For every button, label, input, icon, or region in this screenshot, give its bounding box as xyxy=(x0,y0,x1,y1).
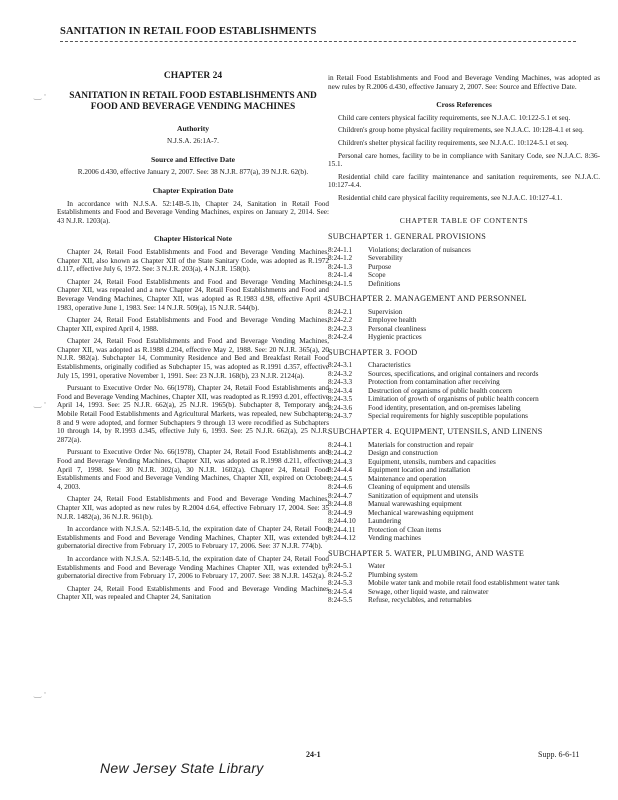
crossref-item: Children's shelter physical facility requirements, see N.J.A.C. 10:124-5.1 et seq. xyxy=(338,138,569,147)
toc-entry xyxy=(328,308,600,317)
supplement-date: Supp. 6-6-11 xyxy=(538,750,580,759)
toc-entry xyxy=(328,588,600,597)
section-title: Sources, specifications, and original containers and records xyxy=(368,369,539,378)
toc-entry xyxy=(328,246,600,255)
history-paragraph: Chapter 24, Retail Food Establishments and Food and Beverage Vending Machines, Chapter XII, was adopted as R.1988 d.204, effective May 2, 1988. See: 20 N.J.R. 365(a), 20 N.J.R. 982(a). Subchapter 14, Community Residence and Bed and Breakfast Retail Food Establishments, originally codified as Subchapter 15, was adopted as R.1991 d.357, effective July 15, 1991, operative November 1, 1991. See: 23 N.J.R. 168(b), 23 N.J.R. 2124(a). xyxy=(57,337,329,380)
toc-entry xyxy=(328,492,600,501)
history-paragraph: Chapter 24, Retail Food Establishments and Food and Beverage Vending Machines, Chapter XII, was adopted as new rules by R.2004 d.64, effective February 17, 2004. See: 35 N.J.R. 1482(a), 36 N.J.R. 961(b). xyxy=(57,495,329,521)
crossref-item: Personal care homes, facility to be in compliance with Sanitary Code, see N.J.A.C. 8:36-15.1. xyxy=(328,151,600,169)
history-paragraph: Chapter 24, Retail Food Establishments and Food and Beverage Vending Machines, Chapter XII, also known as Chapter XII of the State Sanitary Code, was adopted as R.1972 d.117, effective July 6, 1972. See: 3 N.J.R. 203(a), 4 N.J.R. 158(b). xyxy=(57,247,329,274)
toc-entry xyxy=(328,370,600,379)
section-title: Laundering xyxy=(368,517,402,525)
section-number: 8:24-5.4 xyxy=(328,587,353,596)
subchapter-heading: SUBCHAPTER 3. FOOD xyxy=(328,347,418,357)
expiration-text: In accordance with N.J.S.A. 52:14B-5.1b, Chapter 24, Sanitation in Retail Food Establishments and Food and Beverage Vending Machines, expires on January 2, 2014. See: 43 N.J.R. 1203(a). xyxy=(57,199,329,225)
crossref-item: Residential child care facility maintenance and sanitation requirements, see N.J.A.C. 10:127-4.4. xyxy=(328,172,600,190)
history-paragraph: Pursuant to Executive Order No. 66(1978), Chapter 24, Retail Food Establishments and Food and Beverage Vending Machines, Chapter XII, was adopted as R.1998 d.211, effective April 7, 1998. See: 30 N.J.R. 302(a), 30 N.J.R. 1602(a). Chapter 24, Retail Food Establishments and Food and Beverage Vending Machines, Chapter XII, expired on October 4, 2003. xyxy=(57,448,329,491)
section-number: 8:24-1.4 xyxy=(328,271,353,280)
toc-entry xyxy=(328,280,600,289)
subchapter-heading: SUBCHAPTER 2. MANAGEMENT AND PERSONNEL xyxy=(328,294,527,304)
toc-heading: CHAPTER TABLE OF CONTENTS xyxy=(399,215,529,225)
toc-entry xyxy=(328,517,600,526)
table-of-contents xyxy=(328,233,600,604)
section-title: Sanitization of equipment and utensils xyxy=(368,491,479,500)
section-title: Refuse, recyclables, and returnables xyxy=(368,596,472,605)
source-text: R.2006 d.430, effective January 2, 2007. See: 38 N.J.R. 877(a), 39 N.J.R. 62(b). xyxy=(77,168,309,177)
section-title: Plumbing system xyxy=(368,570,418,579)
section-number: 8:24-3.5 xyxy=(328,395,353,404)
section-number: 8:24-2.4 xyxy=(328,333,353,342)
section-title: Hygienic practices xyxy=(368,333,422,342)
history-paragraph: Chapter 24, Retail Food Establishments and Food and Beverage Vending Machines, Chapter XII, expired April 4, 1988. xyxy=(57,316,329,333)
section-title: Water xyxy=(368,562,385,571)
toc-entry xyxy=(328,441,600,450)
section-title: Protection of Clean items xyxy=(368,525,442,534)
section-title: Mechanical warewashing equipment xyxy=(368,508,474,517)
toc-entry xyxy=(328,395,600,404)
crossref-heading: Cross References xyxy=(436,100,492,110)
section-number: 8:24-5.3 xyxy=(328,579,353,588)
toc-entry xyxy=(328,562,600,571)
section-title: Manual warewashing equipment xyxy=(368,500,462,508)
section-title: Food identity, presentation, and on-premises labeling xyxy=(368,403,521,412)
toc-entry xyxy=(328,571,600,580)
section-title: Maintenance and operation xyxy=(368,474,447,483)
subchapter-heading: SUBCHAPTER 1. GENERAL PROVISIONS xyxy=(328,232,487,242)
section-number: 8:24-4.3 xyxy=(328,457,353,466)
section-title: Purpose xyxy=(368,262,392,271)
history-heading: Chapter Historical Note xyxy=(154,234,232,244)
subchapter-heading: SUBCHAPTER 5. WATER, PLUMBING, AND WASTE xyxy=(328,548,525,558)
section-number: 8:24-4.11 xyxy=(328,525,356,534)
toc-entry xyxy=(328,596,600,605)
section-number: 8:24-4.8 xyxy=(328,500,353,508)
chapter-number: CHAPTER 24 xyxy=(163,71,223,81)
toc-entry xyxy=(328,387,600,396)
toc-entry xyxy=(328,526,600,535)
section-title: Characteristics xyxy=(368,361,411,370)
toc-entry xyxy=(328,500,600,509)
crossref-item: Residential child care physical facility requirements, see N.J.A.C. 10:127-4.1. xyxy=(338,193,563,202)
margin-mark: ‿ · xyxy=(34,398,47,408)
section-title: Severability xyxy=(368,254,403,263)
section-title: Supervision xyxy=(368,307,403,316)
toc-entry xyxy=(328,412,600,421)
section-title: Equipment, utensils, numbers and capacities xyxy=(368,457,496,466)
section-title: Violations; declaration of nuisances xyxy=(368,245,471,254)
section-number: 8:24-5.2 xyxy=(328,570,353,579)
toc-entry xyxy=(328,534,600,543)
running-header: SANITATION IN RETAIL FOOD ESTABLISHMENTS xyxy=(60,26,317,37)
section-number: 8:24-4.2 xyxy=(328,449,353,457)
section-number: 8:24-4.7 xyxy=(328,491,353,500)
toc-entry xyxy=(328,458,600,467)
section-number: 8:24-1.5 xyxy=(328,279,353,288)
section-number: 8:24-4.9 xyxy=(328,508,353,517)
section-title: Limitation of growth of organisms of public health concern xyxy=(368,395,539,404)
section-number: 8:24-3.3 xyxy=(328,378,353,387)
history-continuation: in Retail Food Establishments and Food and Beverage Vending Machines, was adopted as new rules by R.2006 d.430, effective January 2, 2007. See: Source and Effective Date. xyxy=(328,74,600,91)
margin-mark: ‿ · xyxy=(34,688,47,698)
section-title: Personal cleanliness xyxy=(368,324,427,333)
section-number: 8:24-4.10 xyxy=(328,517,356,525)
section-number: 8:24-4.12 xyxy=(328,534,356,542)
section-number: 8:24-3.7 xyxy=(328,412,353,421)
header-rule xyxy=(60,41,576,42)
history-paragraph: In accordance with N.J.S.A. 52:14B-5.1d, the expiration date of Chapter 24, Retail Food Establishments and Food and Beverage Vending Machines, Chapter XII, was extended by gubernatorial directive from February 17, 2005 to February 17, 2006. See: 37 N.J.R. 774(b). xyxy=(57,525,329,551)
section-number: 8:24-4.6 xyxy=(328,483,353,491)
page-number: 24-1 xyxy=(306,750,321,759)
crossref-item: Children's group home physical facility requirements, see N.J.A.C. 10:128-4.1 et seq. xyxy=(338,126,584,135)
toc-entry xyxy=(328,316,600,325)
section-number: 8:24-5.1 xyxy=(328,562,353,571)
right-column xyxy=(328,74,600,605)
toc-entry xyxy=(328,325,600,334)
section-title: Cleaning of equipment and utensils xyxy=(368,483,470,491)
section-number: 8:24-1.3 xyxy=(328,262,353,271)
section-number: 8:24-2.1 xyxy=(328,307,353,316)
section-title: Protection from contamination after receiving xyxy=(368,378,500,387)
crossref-item: Child care centers physical facility requirements, see N.J.A.C. 10:122-5.1 et seq. xyxy=(338,113,571,122)
section-number: 8:24-3.1 xyxy=(328,361,353,370)
section-number: 8:24-2.2 xyxy=(328,316,353,325)
toc-entry xyxy=(328,333,600,342)
section-number: 8:24-3.6 xyxy=(328,403,353,412)
section-number: 8:24-3.4 xyxy=(328,386,353,395)
section-title: Employee health xyxy=(368,316,417,325)
toc-entry xyxy=(328,254,600,263)
section-title: Vending machines xyxy=(368,534,421,542)
section-title: Special requirements for highly susceptible populations xyxy=(368,412,528,421)
authority-text: N.J.S.A. 26:1A-7. xyxy=(167,137,219,146)
margin-mark: ‿ · xyxy=(34,90,47,100)
section-title: Design and construction xyxy=(368,449,438,457)
section-title: Destruction of organisms of public health concern xyxy=(368,386,512,395)
section-number: 8:24-3.2 xyxy=(328,369,353,378)
section-number: 8:24-4.5 xyxy=(328,474,353,483)
toc-entry xyxy=(328,271,600,280)
left-column xyxy=(57,72,329,606)
source-heading: Source and Effective Date xyxy=(150,154,235,164)
section-title: Materials for construction and repair xyxy=(368,440,474,449)
section-number: 8:24-5.5 xyxy=(328,596,353,605)
section-title: Definitions xyxy=(368,279,401,288)
toc-entry xyxy=(328,579,600,588)
chapter-title: SANITATION IN RETAIL FOOD ESTABLISHMENTS AND FOOD AND BEVERAGE VENDING MACHINES xyxy=(69,90,317,112)
toc-entry xyxy=(328,378,600,387)
toc-entry xyxy=(328,361,600,370)
toc-entry xyxy=(328,466,600,475)
toc-entry xyxy=(328,263,600,272)
section-number: 8:24-1.1 xyxy=(328,245,353,254)
history-paragraph: Chapter 24, Retail Food Establishments and Food and Beverage Vending Machines Chapter XII, was repealed and Chapter 24, Sanitation xyxy=(57,584,329,602)
section-title: Sewage, other liquid waste, and rainwater xyxy=(368,587,489,596)
toc-entry xyxy=(328,483,600,492)
history-paragraph: Pursuant to Executive Order No. 66(1978), Chapter 24, Retail Food Establishments and Food and Beverage Vending Machines, Chapter XII, was readopted as R.1993 d.201, effective April 14, 1993. See: 25 N.J.R. 662(a), 25 N.J.R. 1965(b). Subchapter 8, Temporary and Mobile Retail Food Establishments and Agricultural Markets, was repealed, new Subchapters 8 and 9 were adopted, and former Subchapters 9 through 13 were recodified as Subchapters 10 through 14, by R.1993 d.345, effective July 6, 1993. See: 25 N.J.R. 662(a), 25 N.J.R. 2872(a). xyxy=(57,384,329,444)
section-title: Scope xyxy=(368,271,386,280)
toc-entry xyxy=(328,404,600,413)
section-number: 8:24-4.4 xyxy=(328,466,353,474)
library-stamp: New Jersey State Library xyxy=(100,760,264,776)
history-paragraph: Chapter 24, Retail Food Establishments and Food and Beverage Vending Machines, Chapter XII, was repealed and a new Chapter 24, Retail Food Establishments and Food and Beverage Vending Machines, Chapter XII, was adopted as R.1983 d.98, effective April 4, 1983, operative June 1, 1983. See: 14 N.J.R. 509(a), 15 N.J.R. 544(b). xyxy=(57,277,329,312)
authority-heading: Authority xyxy=(176,123,210,133)
expiration-heading: Chapter Expiration Date xyxy=(152,185,234,195)
subchapter-heading: SUBCHAPTER 4. EQUIPMENT, UTENSILS, AND LINENS xyxy=(328,426,543,436)
section-number: 8:24-4.1 xyxy=(328,440,353,449)
toc-entry xyxy=(328,509,600,518)
toc-entry xyxy=(328,475,600,484)
section-title: Equipment location and installation xyxy=(368,466,471,474)
section-number: 8:24-2.3 xyxy=(328,324,353,333)
section-title: Mobile water tank and mobile retail food establishment water tank xyxy=(368,579,560,588)
section-number: 8:24-1.2 xyxy=(328,254,353,263)
history-paragraph: In accordance with N.J.S.A. 52:14B-5.1d, the expiration date of Chapter 24, Retail Food Establishments and Food and Beverage Vending Machines Chapter XII, was extended by gubernatorial directive from February 17, 2006 to February 17, 2007. See: 38 N.J.R. 1452(a). xyxy=(57,554,329,581)
toc-entry xyxy=(328,449,600,458)
